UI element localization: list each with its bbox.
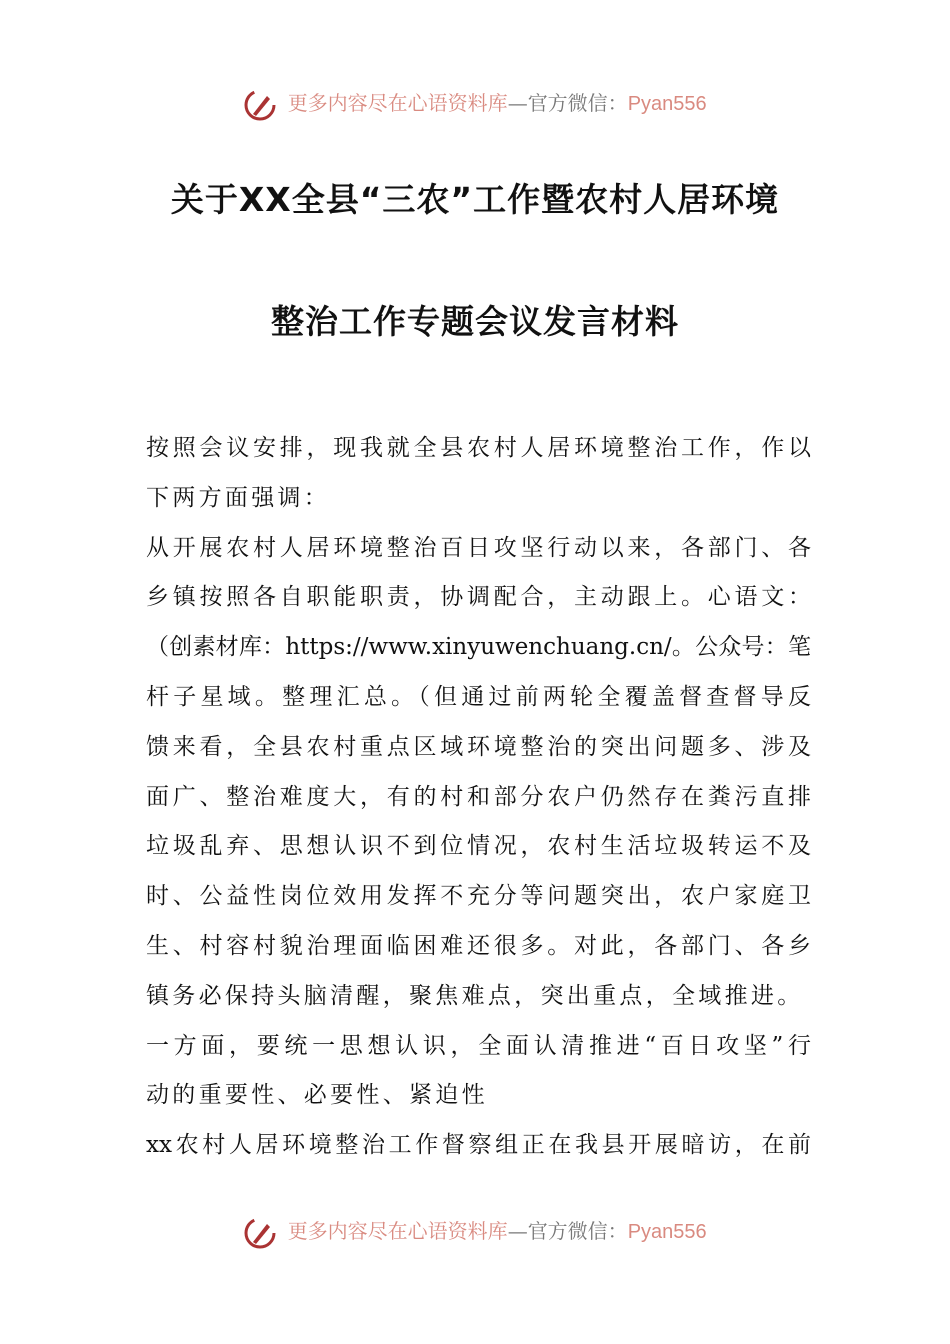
body-line: 面广、整治难度大，有的村和部分农户仍然存在粪污直排 <box>146 783 811 810</box>
banner-text: 更多内容尽在心语资料库 <box>287 91 508 115</box>
document-title-line-1: 关于XX全县“三农”工作暨农村人居环境 <box>170 180 780 219</box>
body-line: （创素材库：https://www.xinyuwenchuang.cn/。公众号：笔 <box>146 634 811 661</box>
footer-watermark-banner <box>0 1211 950 1251</box>
header-watermark-banner <box>0 83 950 123</box>
body-line: 动的重要性、必要性、紧迫性 <box>146 1082 488 1109</box>
body-line: 生、村容村貌治理面临困难还很多。对此，各部门、各乡 <box>146 932 811 959</box>
body-line: 杆子星域。整理汇总。（但通过前两轮全覆盖督查督导反 <box>146 683 811 710</box>
body-line: 从开展农村人居环境整治百日攻坚行动以来，各部门、各 <box>146 534 811 561</box>
banner-dash: — <box>507 91 528 115</box>
banner-text: 更多内容尽在心语资料库 <box>287 1219 508 1243</box>
body-line: xx农村人居环境整治工作督察组正在我县开展暗访，在前 <box>146 1132 811 1159</box>
document-body <box>146 424 811 1171</box>
pen-logo-icon <box>243 88 277 122</box>
banner-dash: — <box>507 1219 528 1243</box>
body-line: 下两方面强调： <box>146 484 331 511</box>
banner-wechat-id: Pyan556 <box>627 1221 707 1243</box>
body-line: 馈来看，全县农村重点区域环境整治的突出问题多、涉及 <box>146 733 811 760</box>
body-line: 按照会议安排，现我就全县农村人居环境整治工作，作以 <box>146 435 811 461</box>
banner-official-label: 官方微信： <box>527 91 628 115</box>
body-line: 时、公益性岗位效用发挥不充分等问题突出，农户家庭卫 <box>146 883 811 910</box>
body-line: 垃圾乱弃、思想认识不到位情况，农村生活垃圾转运不及 <box>146 833 811 860</box>
pen-logo-icon <box>243 1216 277 1250</box>
document-title-line-2: 整治工作专题会议发言材料 <box>271 302 679 341</box>
banner-wechat-id: Pyan556 <box>627 93 707 115</box>
body-line: 镇务必保持头脑清醒，聚焦难点，突出重点，全域推进。 <box>146 982 804 1009</box>
banner-official-label: 官方微信： <box>527 1219 628 1243</box>
body-line: 一方面，要统一思想认识，全面认清推进“百日攻坚”行 <box>146 1032 811 1059</box>
body-line: 乡镇按照各自职能职责，协调配合，主动跟上。心语文： <box>146 584 811 611</box>
